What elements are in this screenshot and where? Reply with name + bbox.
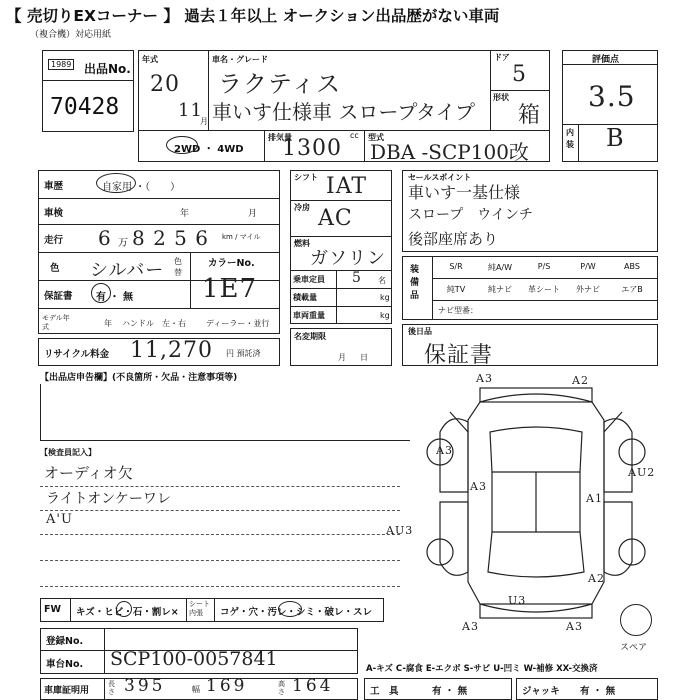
weight-unit: kg <box>380 311 390 320</box>
color-change: 色替 <box>174 257 182 277</box>
inspection-year: 年 <box>180 209 190 219</box>
mark-2: A2 <box>572 374 589 387</box>
lot-year-tag: 1989 <box>48 59 74 70</box>
cert-label: 車庫証明用 <box>44 686 90 696</box>
inspector-note-1: オーディオ欠 <box>44 464 133 482</box>
inspector-label: 【検査員記入】 <box>40 448 96 457</box>
lot-label: 出品No. <box>84 62 131 76</box>
inspector-note-2: ライトオンケーワレ <box>46 491 171 507</box>
car-diagram <box>410 372 662 636</box>
after-value: 保証書 <box>424 343 494 368</box>
color-value: シルバー <box>90 260 165 281</box>
recycle-unit: 円 預託済 <box>226 349 261 358</box>
inspection-label: 車検 <box>44 208 64 219</box>
equipment-item: 革シート <box>528 285 560 294</box>
shift-label: シフト <box>294 173 318 182</box>
model-year-unit: 年 <box>104 319 112 328</box>
grade-score: 3.5 <box>588 80 636 113</box>
sales-label: セールスポイント <box>408 173 472 182</box>
mark-5: A1 <box>586 492 603 505</box>
name-label: 車名・グレード <box>212 55 268 64</box>
color-label: 色 <box>50 263 60 274</box>
registration-label: 登録No. <box>46 636 84 647</box>
month-unit: 月 <box>200 117 208 126</box>
mileage-label: 走行 <box>44 235 64 246</box>
tools-label: 工 具 <box>370 686 399 697</box>
model-label: 型式 <box>368 133 384 142</box>
drive-circle <box>166 136 198 154</box>
seat-circle <box>278 601 302 617</box>
color-code: 1E7 <box>202 274 258 304</box>
displacement-label: 排気量 <box>268 133 292 142</box>
warranty-circle <box>91 283 111 303</box>
mileage-rest: 8 2 5 6 <box>132 226 209 250</box>
fuel-label: 燃料 <box>294 239 310 248</box>
defect-legend: A-キズ C-腐食 E-エクボ S-サビ U-凹ミ W-補修 XX-交換済 <box>366 664 598 674</box>
history-label: 車歴 <box>44 181 64 192</box>
declaration-label: 【出品店申告欄】(不良箇所・欠品・注意事項等) <box>40 373 238 383</box>
shift-value: IAT <box>326 174 368 199</box>
equipment-item: P/W <box>580 262 596 271</box>
chassis-label: 車台No. <box>46 659 84 670</box>
dealer-label: ディーラー・並行 <box>206 319 270 328</box>
history-value: 自家用 ・（ ） <box>102 182 181 193</box>
recycle-label: リサイクル料金 <box>44 349 110 360</box>
page-title: 【 売切りEXコーナー 】 過去１年以上 オークション出品歴がない車両 <box>6 7 500 25</box>
lot-number: 70428 <box>50 94 120 120</box>
mark-9: A3 <box>462 620 479 633</box>
inspector-note-3: A'U <box>46 512 73 527</box>
mark-4: AU2 <box>628 466 656 479</box>
spare-label: スペア <box>620 643 648 653</box>
model-code: DBA -SCP100改 <box>370 140 529 164</box>
equipment-item: S/R <box>449 262 463 271</box>
width-label: 幅 <box>192 685 200 694</box>
equipment-item: 純A/W <box>487 263 513 272</box>
interior-label: 内装 <box>566 128 574 149</box>
warranty-label: 保証書 <box>44 291 73 302</box>
capacity-value: 5 <box>352 270 362 286</box>
grade-label: 評価点 <box>592 55 620 65</box>
door-value: 5 <box>512 62 527 87</box>
jack-label: ジャッキ <box>522 686 560 697</box>
sales-line-3: 後部座席あり <box>408 230 499 248</box>
history-circle <box>96 173 136 193</box>
jack-value: 有 ・ 無 <box>580 686 616 697</box>
mileage-man-unit: 万 <box>118 238 128 249</box>
name-change-unit: 月日 <box>338 353 382 362</box>
shape-value: 箱 <box>518 103 542 128</box>
warranty-value: 有 ・ 無 <box>96 292 133 303</box>
inspection-month: 月 <box>248 209 258 219</box>
year-value: 20 <box>150 72 180 97</box>
load-unit: kg <box>380 293 390 302</box>
load-label: 積載量 <box>293 293 317 302</box>
mark-8: U3 <box>508 594 527 607</box>
name-change-label: 名変期限 <box>294 332 326 341</box>
color-code-label: カラーNo. <box>208 258 255 269</box>
equipment-item: エアB <box>621 285 643 294</box>
mark-6: AU3 <box>386 524 414 537</box>
length-label: 長さ <box>108 680 115 696</box>
seat-label: シート内張 <box>189 600 210 617</box>
recycle-amount: 11,270 <box>130 338 213 363</box>
car-grade: 車いす仕様車 スロープタイプ <box>212 100 475 124</box>
length-value: 395 <box>124 676 166 696</box>
equipment-label: 装備品 <box>410 265 420 301</box>
fw-label: FW <box>44 604 61 615</box>
month-value: 11 <box>178 100 203 121</box>
shape-label: 形状 <box>493 93 509 102</box>
model-year-label: モデル年式 <box>42 314 70 331</box>
aircon-label: 冷房 <box>294 203 310 212</box>
height-label: 高さ <box>278 680 285 696</box>
mark-11: A3 <box>470 480 487 493</box>
weight-label: 車両重量 <box>293 311 325 320</box>
height-value: 164 <box>292 676 334 696</box>
handle-label: ハンドル 左・右 <box>122 319 186 328</box>
mark-10: A3 <box>566 620 583 633</box>
form-subtitle: （複合機）対応用紙 <box>30 30 112 40</box>
fuel-value: ガソリン <box>310 248 386 269</box>
mileage-man: 6 <box>98 226 112 250</box>
mark-7: A2 <box>588 572 605 585</box>
navi-label: ナビ型番： <box>438 306 478 315</box>
spare-tire-icon <box>620 604 652 636</box>
equipment-item: 外ナビ <box>576 285 600 294</box>
after-label: 後日品 <box>408 327 432 336</box>
sales-line-2: スロープ ウインチ <box>408 207 533 223</box>
fw-circle <box>116 601 132 617</box>
chassis-value: SCP100-0057841 <box>110 648 278 670</box>
mark-3: A3 <box>436 444 453 457</box>
cc-unit: cc <box>350 131 359 140</box>
sales-line-1: 車いす一基仕様 <box>408 183 521 202</box>
car-name: ラクティス <box>218 70 342 98</box>
displacement-value: 1300 <box>282 136 342 161</box>
equipment-item: 純TV <box>446 285 466 294</box>
year-label: 年式 <box>142 55 158 64</box>
width-value: 169 <box>206 676 248 696</box>
interior-grade: B <box>606 124 625 152</box>
equipment-item: ABS <box>624 262 640 271</box>
mileage-units: km / マイル <box>222 233 261 241</box>
capacity-label: 乗車定員 <box>293 275 325 284</box>
equipment-item: P/S <box>537 262 551 271</box>
tools-value: 有 ・ 無 <box>432 686 468 697</box>
equipment-item: 純ナビ <box>488 285 512 294</box>
fw-items: キズ・ヒビ・石・割レ× <box>76 607 179 618</box>
drive-label: 2WD ・ 4WD <box>174 144 244 155</box>
mark-1: A3 <box>476 372 493 385</box>
door-label: ドア <box>494 53 510 62</box>
capacity-unit: 名 <box>378 276 386 285</box>
aircon-value: AC <box>318 206 353 231</box>
seat-items: コゲ・穴・汚レ・シミ・破レ・スレ <box>220 607 373 618</box>
